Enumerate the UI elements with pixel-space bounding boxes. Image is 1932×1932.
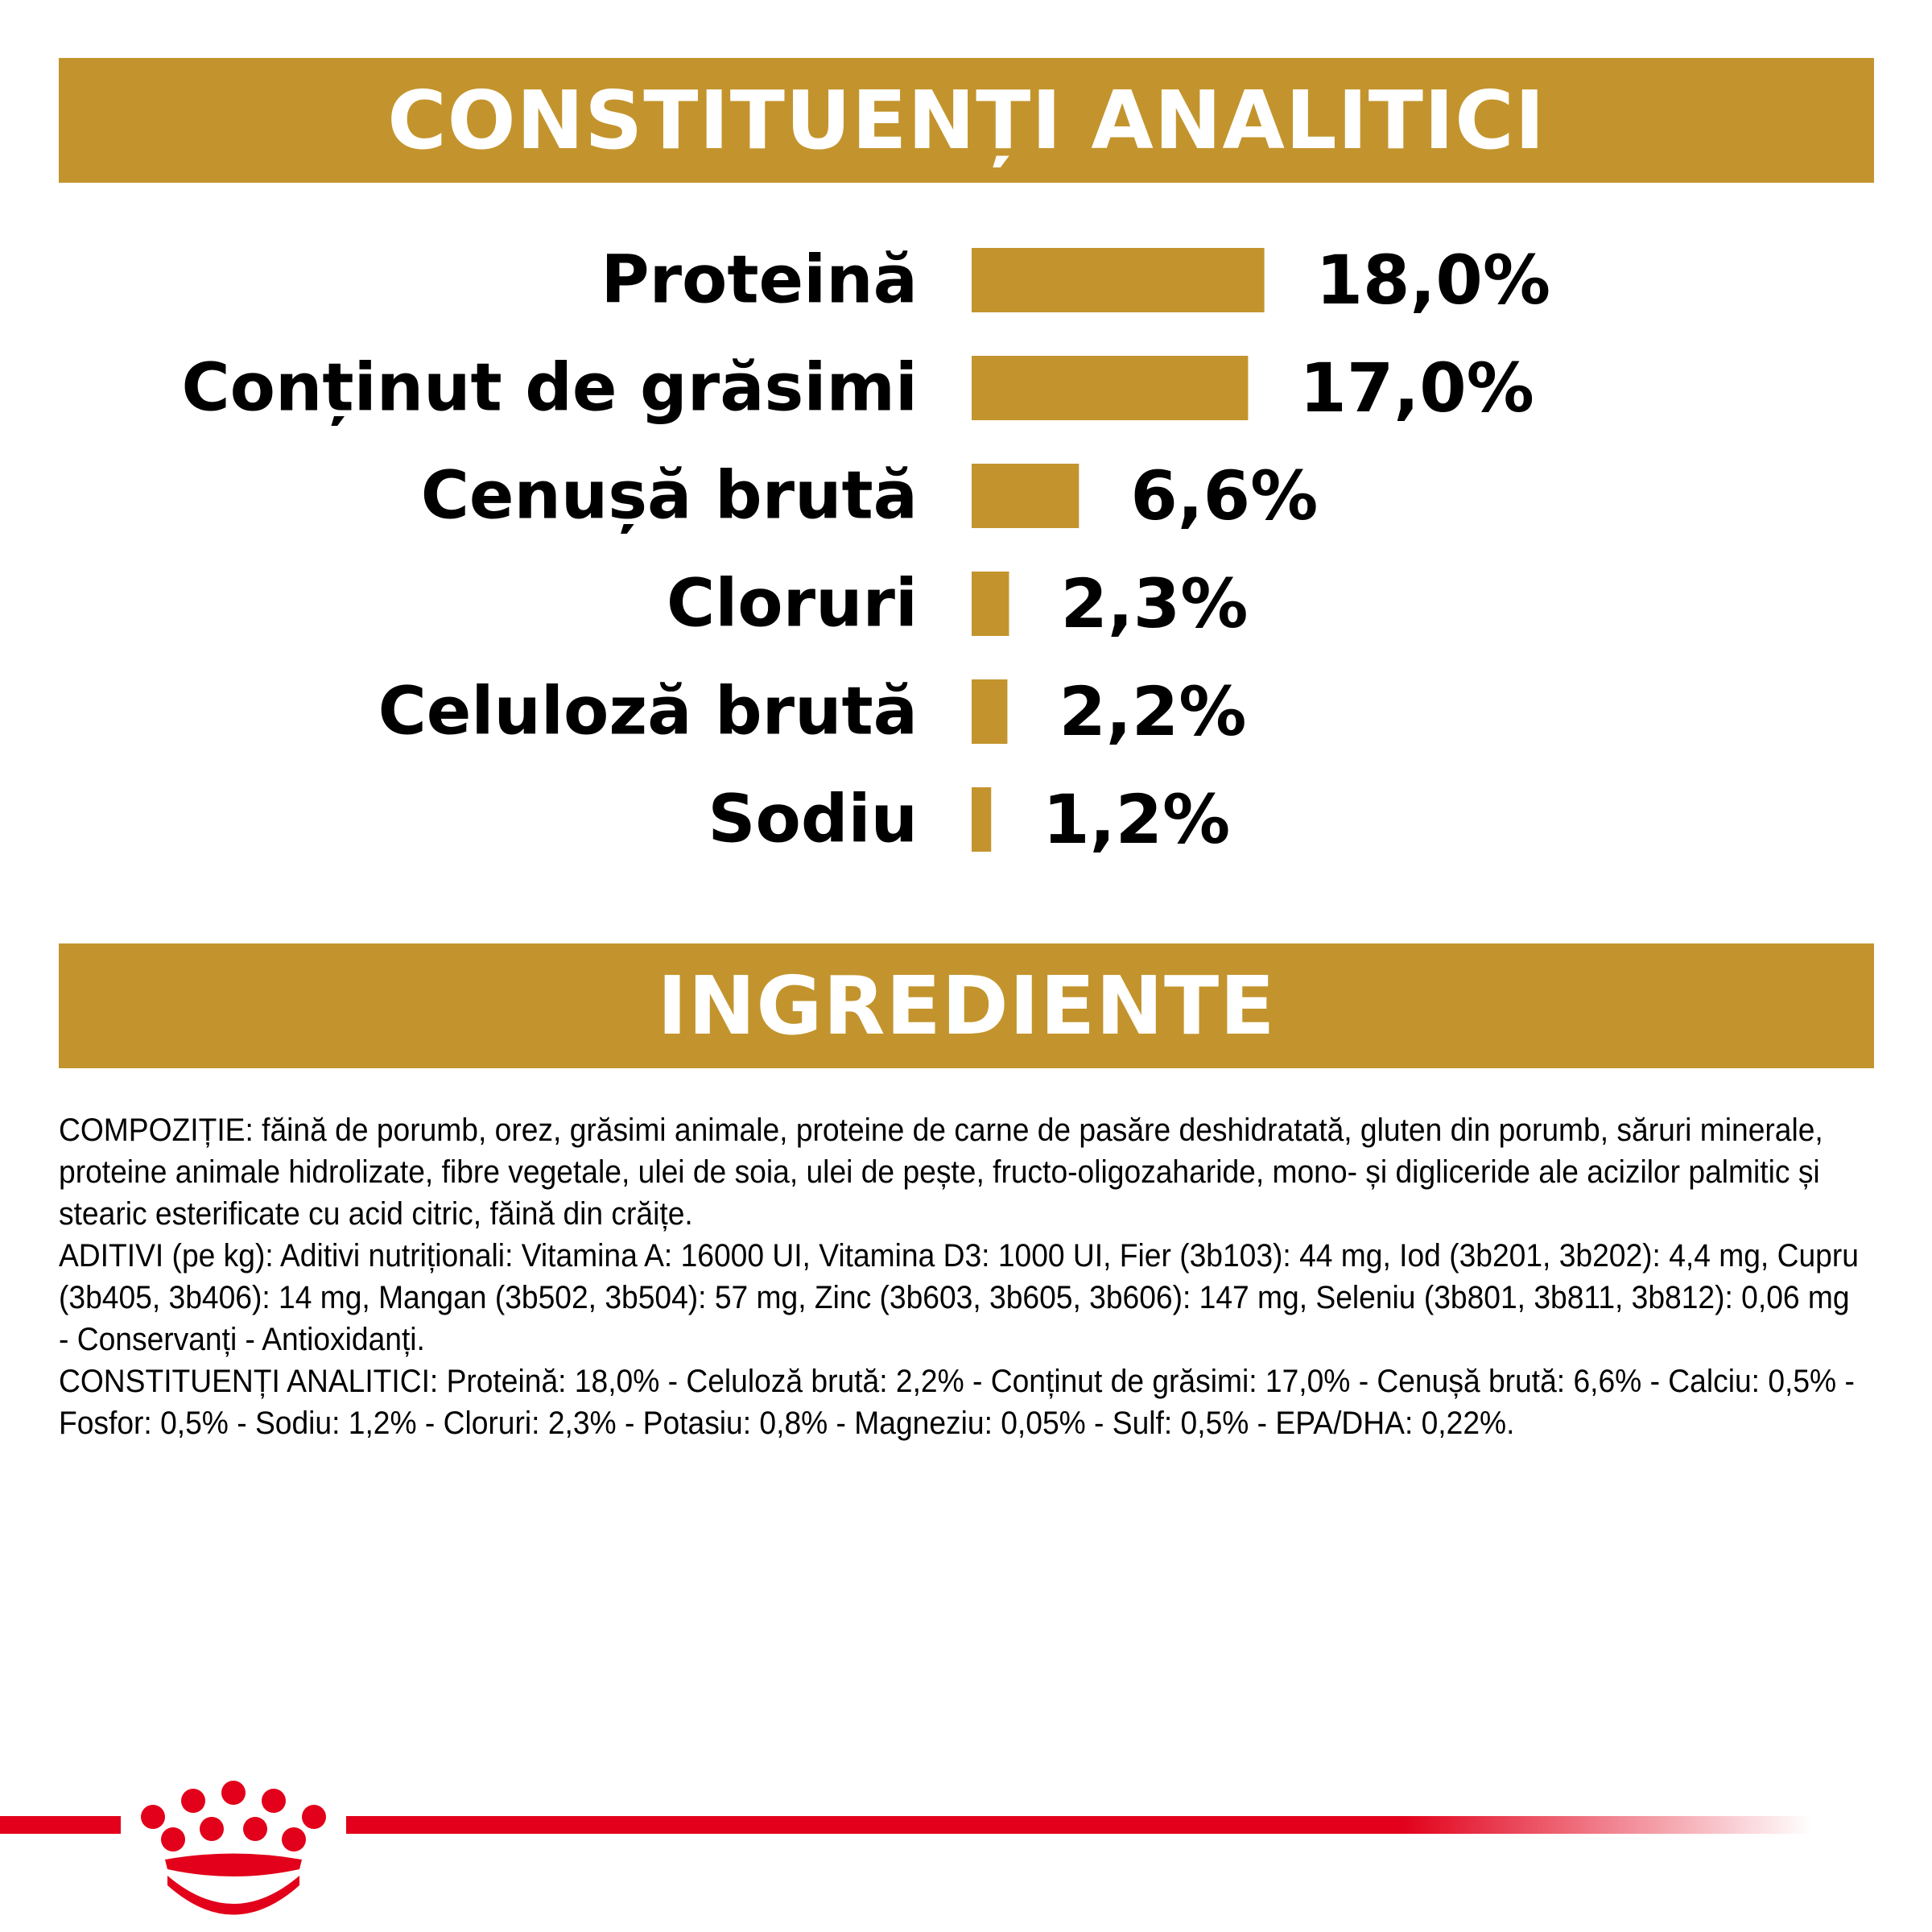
ingredients-banner	[59, 943, 1874, 1068]
analytic-bar-chart	[0, 217, 1932, 877]
value-label: 6,6%	[1130, 456, 1319, 535]
red-line-right	[346, 1816, 1811, 1834]
category-label: Cenușă brută	[420, 457, 918, 535]
ingredients-text	[59, 1109, 1870, 1444]
composition-paragraph: COMPOZIȚIE: făină de porumb, orez, grăsimi animale, proteine de carne de pasăre deshidratată, gluten din porumb, săruri minerale, proteine animale hidrolizate, fibre vegetale, ulei de soia, ulei de pește, fructo-oligozaharide, mono- și digliceride ale acizilor palmitic și stearic esterificate cu acid citric, făină din crăițe.	[59, 1113, 1823, 1232]
analytic-title: CONSTITUENȚI ANALITICI	[387, 72, 1546, 167]
additives-paragraph: ADITIVI (pe kg): Aditivi nutriționali: Vitamina A: 16000 UI, Vitamina D3: 1000 UI, Fier (3b103): 44 mg, Iod (3b201, 3b202): 4,4 mg, Cupru (3b405, 3b406): 14 mg, Mangan (3b502, 3b504): 57 mg, Zinc (3b603, 3b605, 3b606): 147 mg, Seleniu (3b801, 3b811, 3b812): 0,06 mg - Conservanți - Antioxidanți.	[59, 1238, 1859, 1357]
footer-brand-strip	[0, 1763, 1932, 1932]
bar	[972, 787, 991, 852]
bar	[972, 679, 1007, 744]
value-label: 2,3%	[1060, 564, 1249, 643]
category-label: Proteină	[601, 242, 918, 319]
category-label: Celuloză brută	[378, 673, 918, 750]
bar	[972, 572, 1009, 636]
bar	[972, 464, 1079, 528]
value-label: 2,2%	[1059, 672, 1247, 751]
value-label: 1,2%	[1042, 780, 1231, 859]
red-line-left	[0, 1816, 121, 1834]
category-label: Conținut de grăsimi	[181, 349, 918, 427]
crown-icon	[141, 1781, 326, 1915]
ingredients-title: INGREDIENTE	[657, 958, 1276, 1053]
category-label: Sodiu	[708, 781, 918, 858]
bar	[972, 356, 1248, 420]
category-label: Cloruri	[667, 565, 918, 642]
value-label: 18,0%	[1315, 241, 1551, 320]
analytic-banner	[59, 58, 1874, 183]
bar	[972, 248, 1265, 312]
value-label: 17,0%	[1299, 349, 1534, 427]
analytic-constituents-paragraph: CONSTITUENȚI ANALITICI: Proteină: 18,0% - Celuloză brută: 2,2% - Conținut de grăsimi: 17,0% - Cenușă brută: 6,6% - Calciu: 0,5% - Fosfor: 0,5% - Sodiu: 1,2% - Cloruri: 2,3% - Potasiu: 0,8% - Magneziu: 0,05% - Sulf: 0,5% - EPA/DHA: 0,22%.	[59, 1364, 1855, 1441]
